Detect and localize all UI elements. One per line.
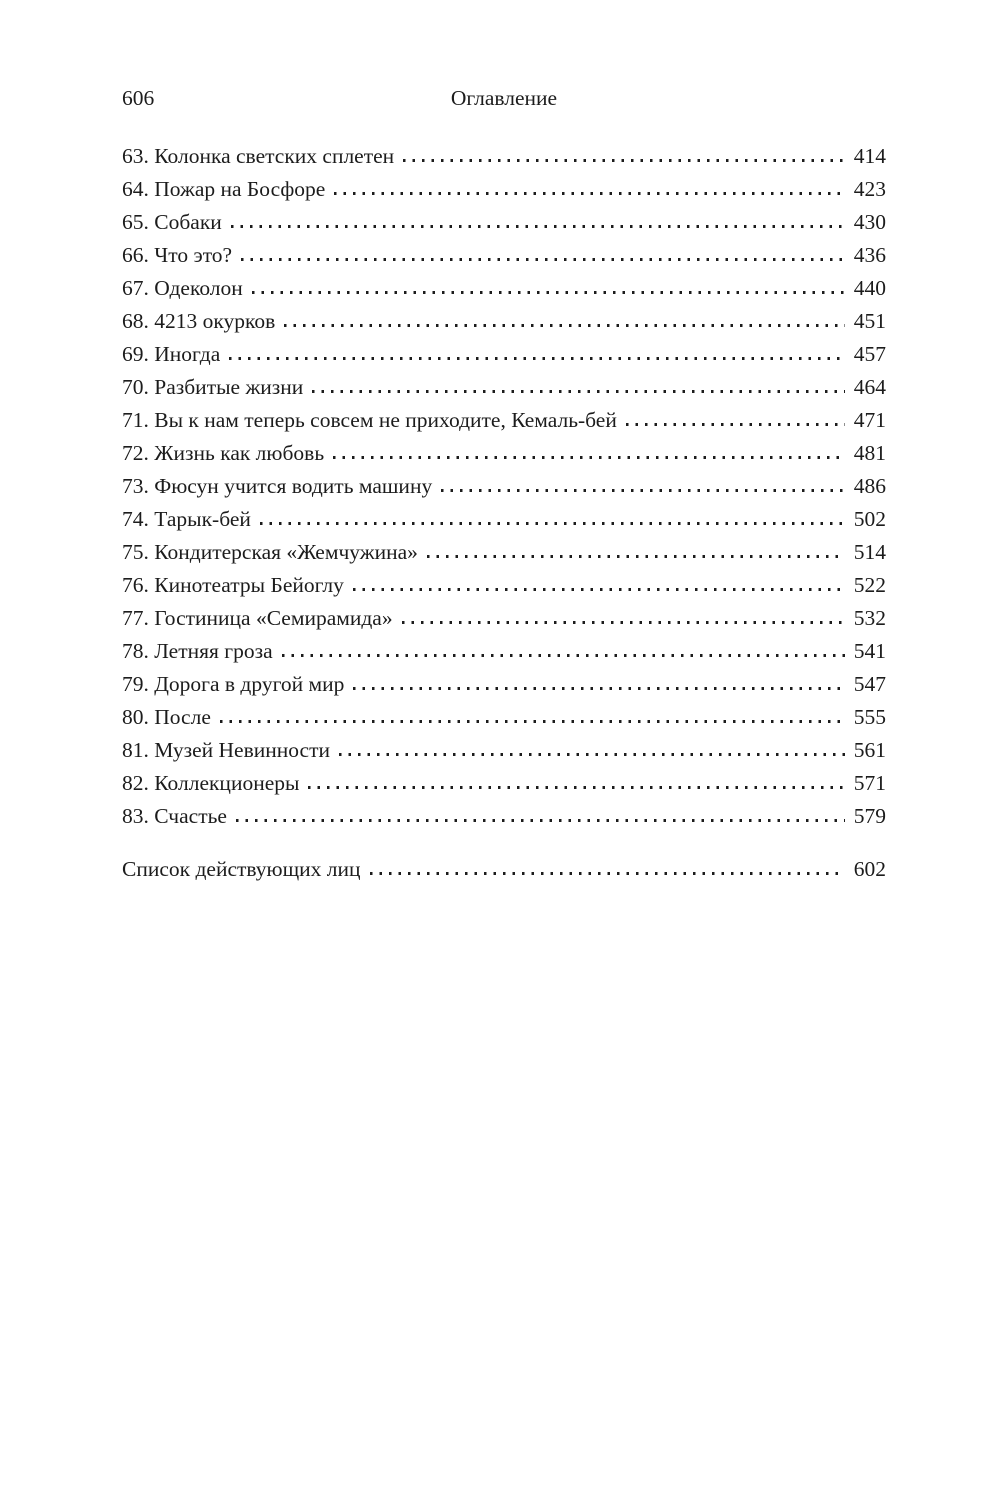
- toc-entry-page: 514: [853, 540, 886, 564]
- toc-entry-page: 571: [853, 771, 886, 795]
- page-number: 606: [122, 86, 155, 110]
- toc-entry-label: 79. Дорога в другой мир: [122, 672, 345, 696]
- toc-entry-label: 78. Летняя гроза: [122, 639, 273, 663]
- toc-entry: [122, 206, 886, 239]
- toc-entry-label: 74. Тарык-бей: [122, 507, 251, 531]
- toc-entry-page: 481: [853, 441, 886, 465]
- toc-entry: [122, 536, 886, 569]
- toc-entry-label: 63. Колонка светских сплетен: [122, 144, 395, 168]
- toc-entry-label: 68. 4213 окурков: [122, 309, 276, 333]
- toc-entry: [122, 800, 886, 833]
- toc-entry: [122, 173, 886, 206]
- toc-entry: [122, 635, 886, 668]
- toc-entry-page: 464: [853, 375, 886, 399]
- toc-entry-label: 72. Жизнь как любовь: [122, 441, 325, 465]
- toc-entry: [122, 734, 886, 767]
- toc-entry-label: 67. Одеколон: [122, 276, 243, 300]
- toc-entry-page: 430: [853, 210, 886, 234]
- toc-entry-label: 83. Счастье: [122, 804, 227, 828]
- toc-entry-page: 436: [853, 243, 886, 267]
- toc-entry-page: 555: [853, 705, 886, 729]
- header-title: Оглавление: [450, 86, 558, 110]
- running-header: [122, 85, 886, 111]
- toc-entry-page: 440: [853, 276, 886, 300]
- toc-entry: [122, 371, 886, 404]
- toc-entry-label: 66. Что это?: [122, 243, 233, 267]
- toc-entry: [122, 305, 886, 338]
- table-of-contents: [122, 140, 886, 833]
- toc-entry-page: 561: [853, 738, 886, 762]
- toc-entry: [122, 470, 886, 503]
- toc-entry: [122, 569, 886, 602]
- page-content: [122, 0, 886, 886]
- toc-entry-label: 77. Гостиница «Семирамида»: [122, 606, 393, 630]
- toc-entry-label: 70. Разбитые жизни: [122, 375, 304, 399]
- toc-entry-page: 522: [853, 573, 886, 597]
- toc-entry-label: 64. Пожар на Босфоре: [122, 177, 326, 201]
- toc-entry: [122, 701, 886, 734]
- toc-entry-label: 75. Кондитерская «Жемчужина»: [122, 540, 418, 564]
- toc-entry-page: 486: [853, 474, 886, 498]
- toc-entry: [122, 404, 886, 437]
- toc-entry: [122, 602, 886, 635]
- toc-entry: [122, 239, 886, 272]
- toc-entry-label: 80. После: [122, 705, 211, 729]
- toc-entry-page: 541: [853, 639, 886, 663]
- toc-entry-page: 502: [853, 507, 886, 531]
- toc-entry-label: Список действующих лиц: [122, 857, 361, 881]
- toc-entry-label: 71. Вы к нам теперь совсем не приходите, Кемаль-бей: [122, 408, 617, 432]
- toc-entry: [122, 668, 886, 701]
- toc-entry-page: 451: [853, 309, 886, 333]
- toc-entry: [122, 140, 886, 173]
- toc-entry-page: 423: [853, 177, 886, 201]
- toc-entry: [122, 272, 886, 305]
- toc-final-entry: [122, 853, 886, 886]
- toc-entry-page: 532: [853, 606, 886, 630]
- toc-entry-page: 547: [853, 672, 886, 696]
- toc-entry: [122, 338, 886, 371]
- toc-entry-label: 76. Кинотеатры Бейоглу: [122, 573, 344, 597]
- toc-entry: [122, 767, 886, 800]
- toc-entry: [122, 503, 886, 536]
- toc-entry-label: 73. Фюсун учится водить машину: [122, 474, 433, 498]
- toc-entry-label: 69. Иногда: [122, 342, 221, 366]
- toc-entry-page: 579: [853, 804, 886, 828]
- toc-entry-page: 471: [853, 408, 886, 432]
- toc-entry-label: 65. Собаки: [122, 210, 222, 234]
- toc-entry-page: 457: [853, 342, 886, 366]
- toc-entry: [122, 437, 886, 470]
- toc-entry-page: 602: [853, 857, 886, 881]
- toc-entry-page: 414: [853, 144, 886, 168]
- toc-entry-label: 81. Музей Невинности: [122, 738, 330, 762]
- toc-entry-label: 82. Коллекционеры: [122, 771, 300, 795]
